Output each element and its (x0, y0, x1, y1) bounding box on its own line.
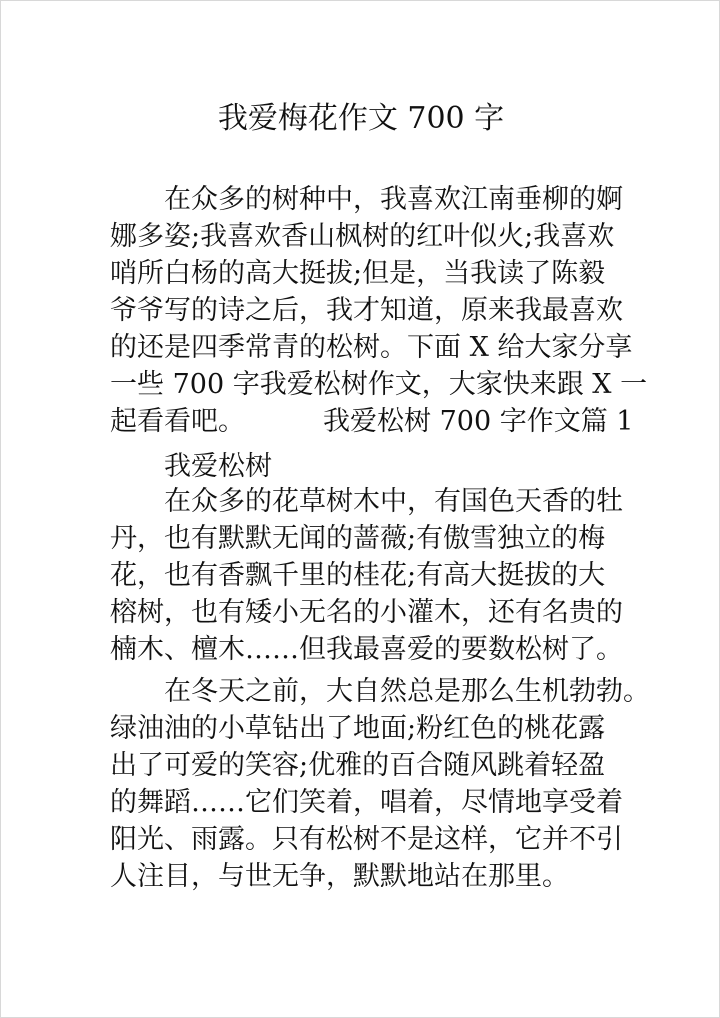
paragraph-line: 阳光、雨露。只有松树不是这样，它并不引 (110, 824, 623, 855)
paragraph-line-text: 起看看吧。 (110, 406, 245, 437)
paragraph-line: 在众多的树种中，我喜欢江南垂柳的婀 (164, 184, 623, 215)
paragraph-line: 的舞蹈……它们笑着，唱着，尽情地享受着 (110, 787, 623, 818)
paragraph-line: 哨所白杨的高大挺拔;但是，当我读了陈毅 (110, 258, 606, 289)
paragraph-line: 人注目，与世无争，默默地站在那里。 (110, 861, 569, 892)
paragraph-line: 爷爷写的诗之后，我才知道，原来我最喜欢 (110, 295, 623, 326)
paragraph-line: 娜多姿;我喜欢香山枫树的红叶似火;我喜欢 (110, 221, 615, 252)
paragraph-line: 榕树，也有矮小无名的小灌木，还有名贵的 (110, 597, 623, 628)
section-heading: 我爱松树 (164, 451, 272, 482)
essay-heading: 我爱松树 700 字作文篇 1 (323, 406, 634, 437)
paragraph-line: 绿油油的小草钻出了地面;粉红色的桃花露 (110, 713, 606, 744)
paragraph-line: 花，也有香飘千里的桂花;有高大挺拔的大 (110, 560, 606, 591)
document-title: 我爱梅花作文 700 字 (217, 101, 505, 136)
paragraph-line (110, 404, 633, 440)
paragraph-line: 在冬天之前，大自然总是那么生机勃勃。 (164, 676, 650, 707)
paragraph-line: 楠木、檀木……但我最喜爱的要数松树了。 (110, 634, 623, 665)
paragraph-line: 一些 700 字我爱松树作文，大家快来跟 X 一 (110, 369, 648, 400)
paragraph-line: 的还是四季常青的松树。下面 X 给大家分享 (110, 332, 633, 363)
paragraph-line: 出了可爱的笑容;优雅的百合随风跳着轻盈 (110, 750, 606, 781)
paragraph-line: 在众多的花草树木中，有国色天香的牡 (164, 486, 623, 517)
paragraph-line: 丹，也有默默无闻的蔷薇;有傲雪独立的梅 (110, 523, 606, 554)
